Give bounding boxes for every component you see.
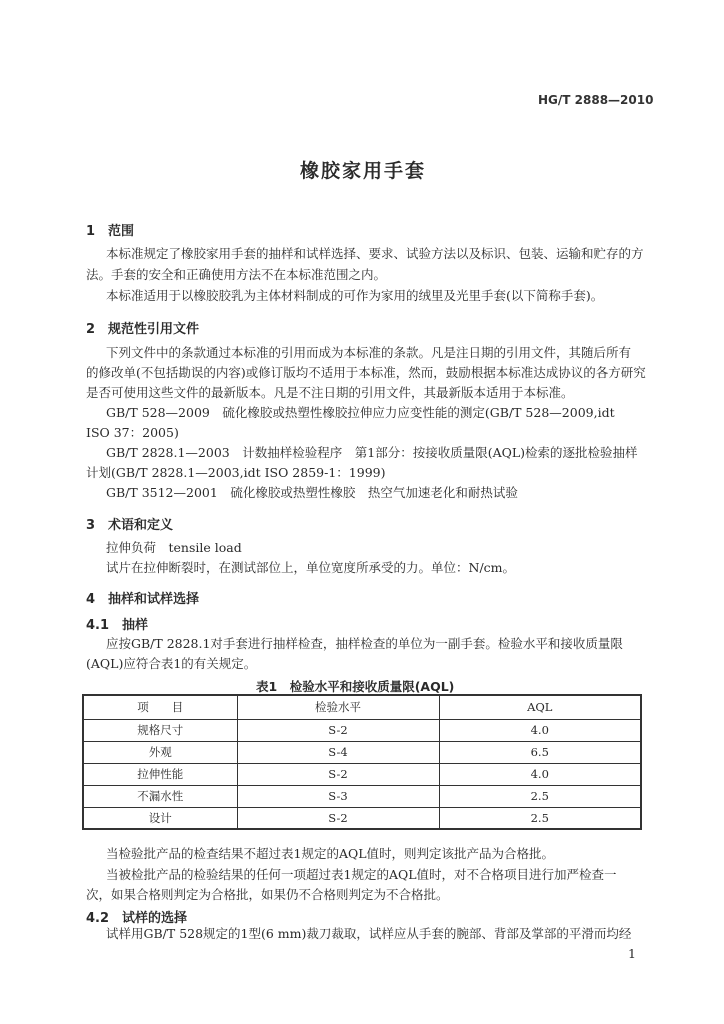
table-header-row <box>83 695 641 719</box>
table-row <box>83 807 641 829</box>
reference-gbt528-line1: GB/T 528—2009 硫化橡胶或热塑性橡胶拉伸应力应变性能的测定(GB/T 528—2009,idt <box>106 405 615 420</box>
section-4-1-heading: 4.1 抽样 <box>86 618 149 633</box>
document-title: 橡胶家用手套 <box>300 160 427 182</box>
header-aql: AQL <box>439 695 641 719</box>
section-4-heading: 4 抽样和试样选择 <box>86 592 200 607</box>
section-4-1-line1: 应按GB/T 2828.1对手套进行抽样检查，抽样检查的单位为一副手套。检验水平和接收质量限 <box>106 636 623 651</box>
cell-aql: 2.5 <box>439 785 641 807</box>
section-2-para1-line1: 下列文件中的条款通过本标准的引用而成为本标准的条款。凡是注日期的引用文件，其随后所有 <box>106 345 632 360</box>
header-inspection-level: 检验水平 <box>237 695 439 719</box>
term-definition: 试片在拉伸断裂时，在测试部位上，单位宽度所承受的力。单位：N/cm。 <box>106 560 516 575</box>
section-4-2-line1: 试样用GB/T 528规定的1型(6 mm)裁刀裁取，试样应从手套的腕部、背部及掌部的平滑而均经 <box>106 926 632 941</box>
section-4-2-heading: 4.2 试样的选择 <box>86 911 188 926</box>
cell-aql: 4.0 <box>439 763 641 785</box>
table-row <box>83 763 641 785</box>
term-name: 拉伸负荷 tensile load <box>106 540 242 555</box>
reference-gbt528-line2: ISO 37：2005) <box>86 425 179 440</box>
section-2-para1-line2: 的修改单(不包括勘误的内容)或修订版均不适用于本标准，然而，鼓励根据本标准达成协议的各方研究 <box>86 365 646 380</box>
cell-item: 拉伸性能 <box>83 763 237 785</box>
section-3-heading: 3 术语和定义 <box>86 518 174 533</box>
cell-aql: 6.5 <box>439 741 641 763</box>
cell-item: 设计 <box>83 807 237 829</box>
cell-item: 规格尺寸 <box>83 719 237 741</box>
table-1-caption: 表1 检验水平和接收质量限(AQL) <box>256 679 455 694</box>
reference-gbt2828-line1: GB/T 2828.1—2003 计数抽样检验程序 第1部分：按接收质量限(AQL)检索的逐批检验抽样 <box>106 445 638 460</box>
section-1-para1-line1: 本标准规定了橡胶家用手套的抽样和试样选择、要求、试验方法以及标识、包装、运输和贮存的方 <box>106 246 644 261</box>
reference-gbt3512: GB/T 3512—2001 硫化橡胶或热塑性橡胶 热空气加速老化和耐热试验 <box>106 485 518 500</box>
cell-level: S-2 <box>237 807 439 829</box>
standard-code: HG/T 2888—2010 <box>538 93 654 107</box>
section-1-heading: 1 范围 <box>86 224 135 239</box>
after-table-para1: 当检验批产品的检查结果不超过表1规定的AQL值时，则判定该批产品为合格批。 <box>106 846 555 861</box>
after-table-para2-line2: 次，如果合格则判定为合格批，如果仍不合格则判定为不合格批。 <box>86 887 449 902</box>
section-2-para1-line3: 是否可使用这些文件的最新版本。凡是不注日期的引用文件，其最新版本适用于本标准。 <box>86 385 574 400</box>
header-item: 项 目 <box>83 695 237 719</box>
table-row <box>83 719 641 741</box>
cell-item: 不漏水性 <box>83 785 237 807</box>
cell-aql: 4.0 <box>439 719 641 741</box>
cell-item: 外观 <box>83 741 237 763</box>
table-1-aql <box>82 694 642 830</box>
section-1-para1-line2: 法。手套的安全和正确使用方法不在本标准范围之内。 <box>86 267 387 282</box>
cell-aql: 2.5 <box>439 807 641 829</box>
after-table-para2-line1: 当被检批产品的检验结果的任何一项超过表1规定的AQL值时，对不合格项目进行加严检查一 <box>106 867 617 882</box>
section-2-heading: 2 规范性引用文件 <box>86 322 200 337</box>
page-number: 1 <box>628 946 636 961</box>
cell-level: S-4 <box>237 741 439 763</box>
cell-level: S-2 <box>237 719 439 741</box>
cell-level: S-2 <box>237 763 439 785</box>
section-4-1-line2: (AQL)应符合表1的有关规定。 <box>86 656 257 671</box>
table-row <box>83 741 641 763</box>
reference-gbt2828-line2: 计划(GB/T 2828.1—2003,idt ISO 2859-1：1999) <box>86 465 386 480</box>
table-row <box>83 785 641 807</box>
section-1-para2: 本标准适用于以橡胶胶乳为主体材料制成的可作为家用的绒里及光里手套(以下简称手套)。 <box>106 288 604 303</box>
cell-level: S-3 <box>237 785 439 807</box>
